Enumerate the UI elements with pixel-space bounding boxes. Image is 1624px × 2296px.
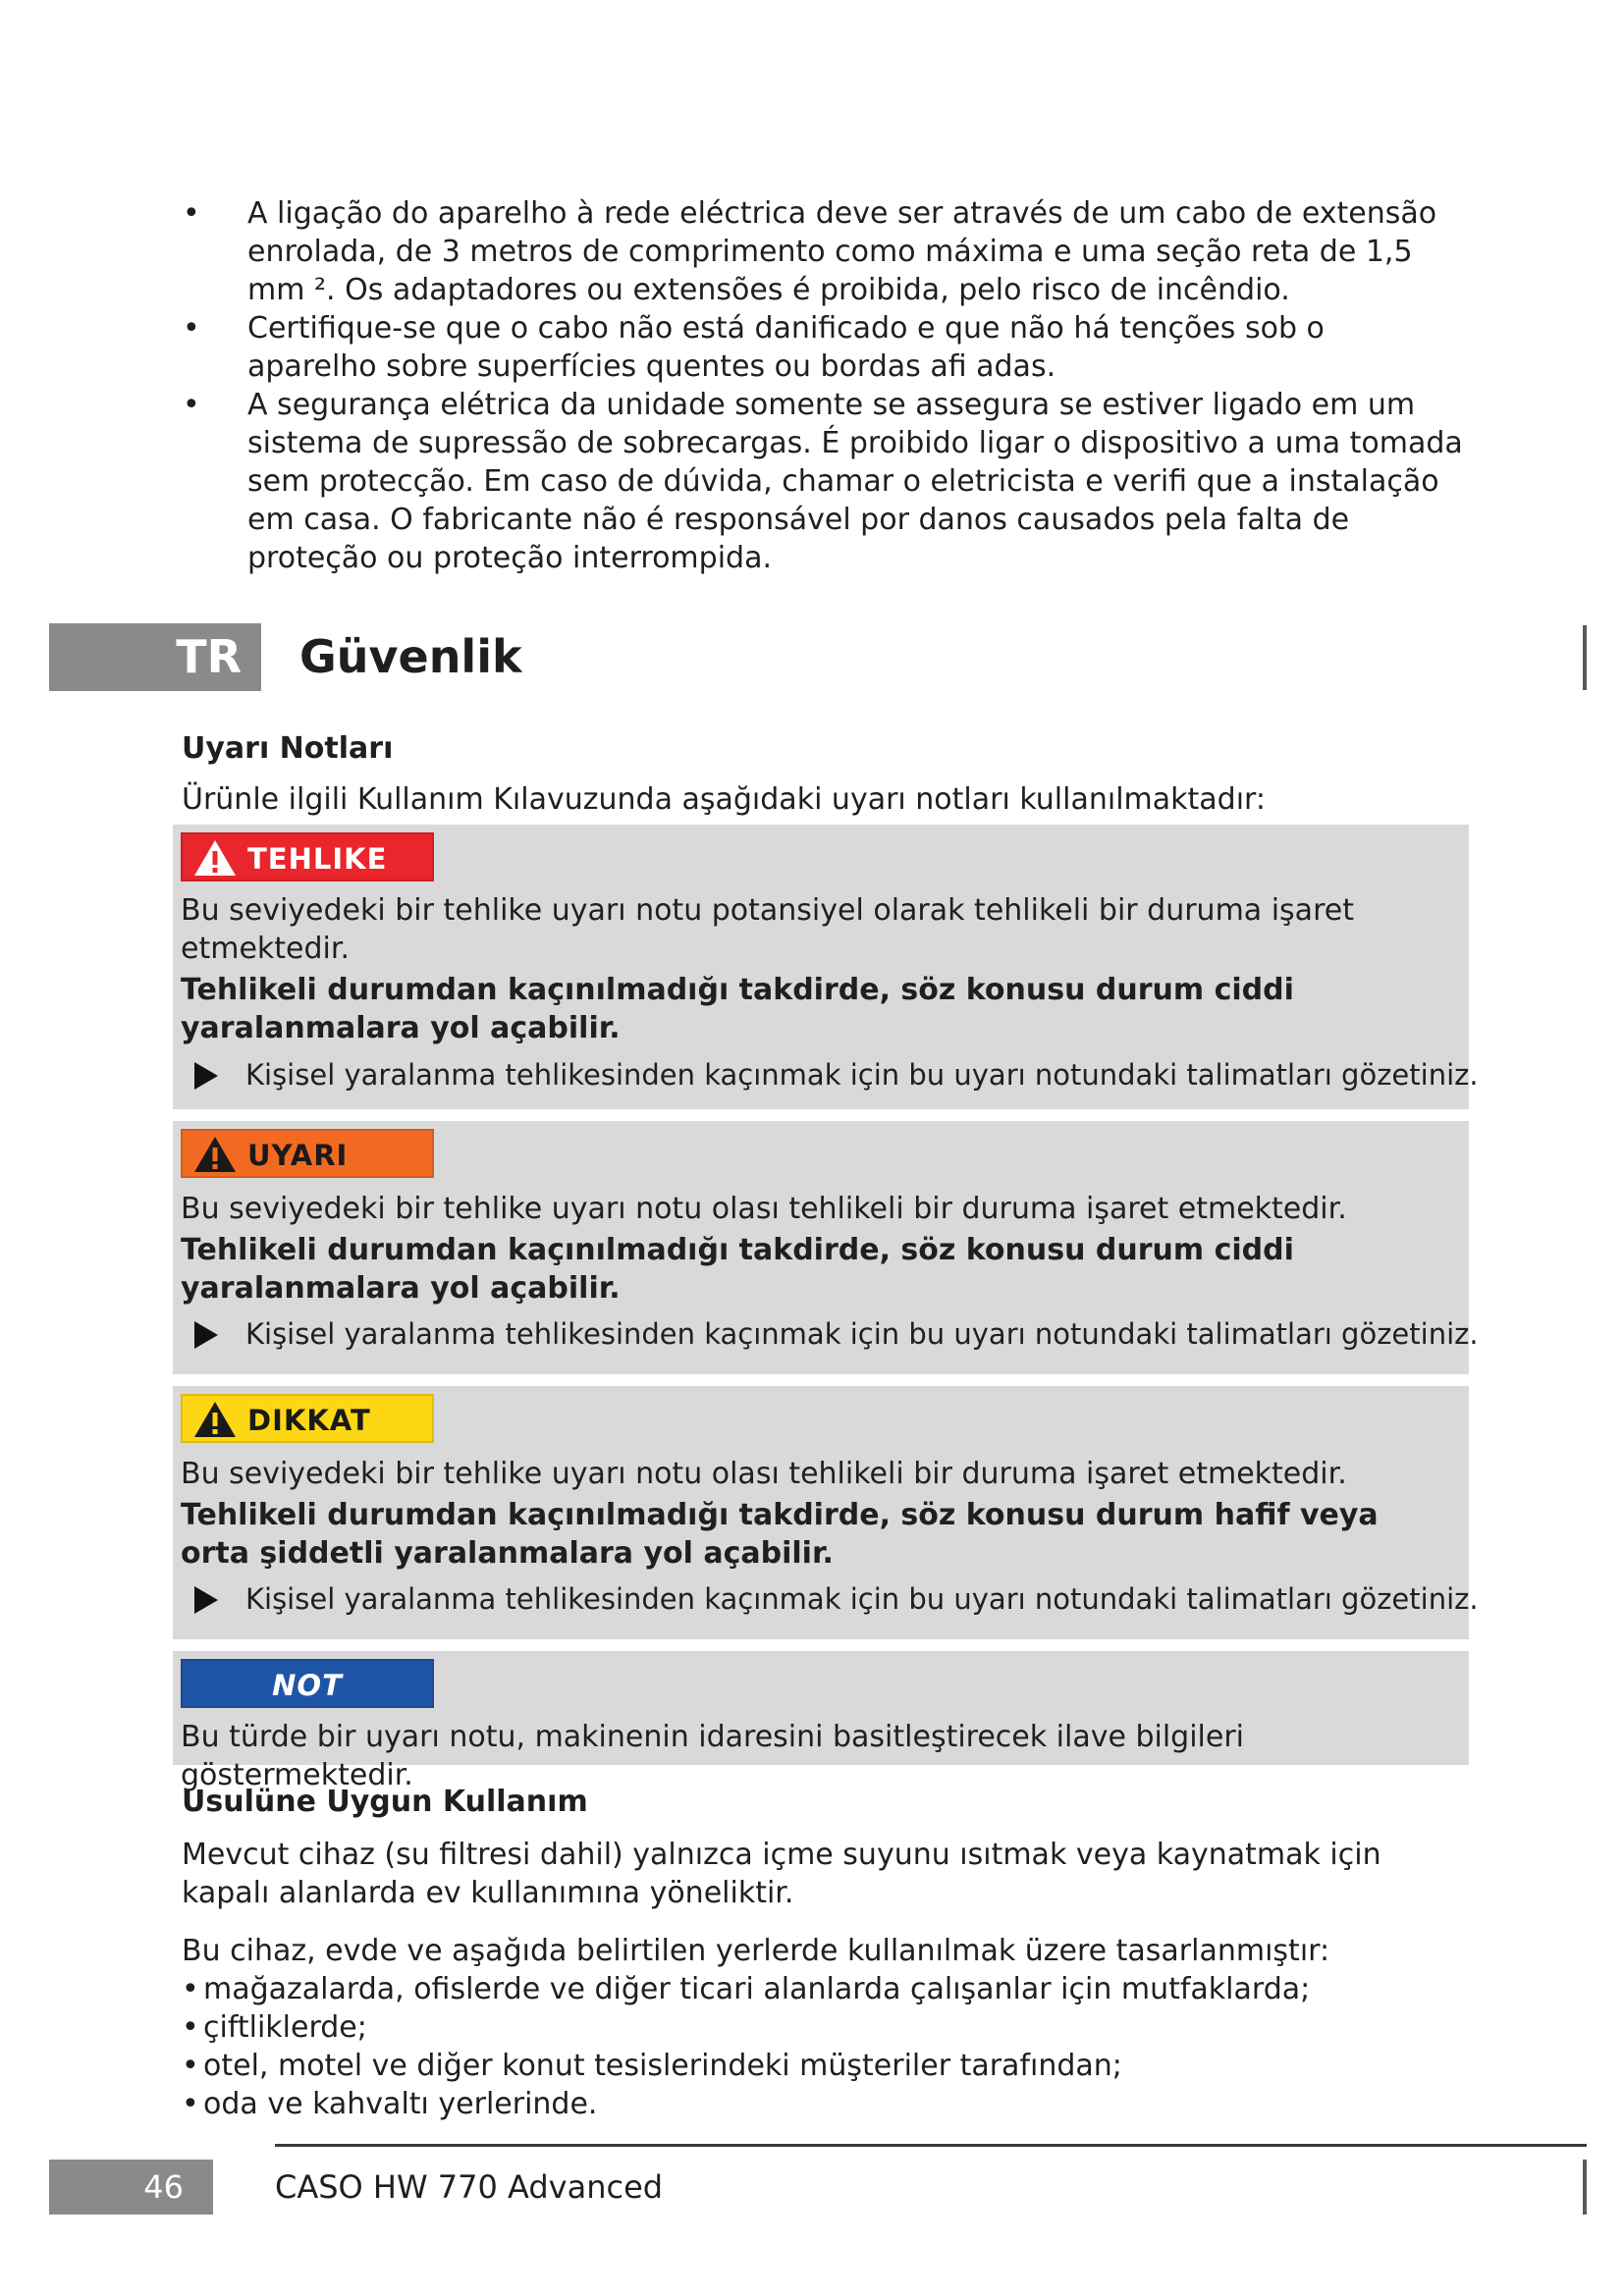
list-item: • oda ve kahvaltı yerlerinde. [182,2087,598,2121]
warning-panel: UYARI Bu seviyedeki bir tehlike uyarı notu olası tehlikeli bir duruma işaret etmektedir. Tehlikeli durumdan kaçınılmadığı takdirde, söz konusu durum ciddi yaralanmalara yol açabilir. Kişisel yaralanma tehlikesinden kaçınmak için bu uyarı notundaki talimatları gözetiniz. [173,1121,1469,1374]
section-code: TR [176,630,242,683]
page-number-bar [49,2160,213,2215]
list-item: • çiftliklerde; [182,2010,367,2045]
pt-bullet: • A segurança elétrica da unidade somente se assegura se estiver ligado em um sistema de supressão de sobrecargas. É proibido ligar o dispositivo a uma tomada sem protecção. Em caso de dúvida, chamar o eletricista e verifi que a instalação em casa. O fabricante não é responsável por danos causados pela falta de proteção ou proteção interrompida. [183,388,1463,575]
danger-panel: TEHLIKE Bu seviyedeki bir tehlike uyarı notu potansiyel olarak tehlikeli bir duruma işaret etmektedir. Tehlikeli durumdan kaçınılmadığı takdirde, söz konusu durum ciddi yaralanmalara yol açabilir. Kişisel yaralanma tehlikesinden kaçınmak için bu uyarı notundaki talimatları gözetiniz. [173,825,1469,1109]
danger-bold-text: Tehlikeli durumdan kaçınılmadığı takdirde, söz konusu durum ciddi yaralanmalara yol açabilir. [181,973,1294,1045]
warning-badge [181,1129,434,1178]
danger-badge [181,832,434,881]
warning-triangle-icon [192,1135,238,1174]
danger-text: Bu seviyedeki bir tehlike uyarı notu potansiyel olarak tehlikeli bir duruma işaret etmektedir. [181,893,1354,966]
warning-triangle-icon [192,1400,238,1439]
footer-vertical-rule [1583,2160,1587,2215]
caution-text: Bu seviyedeki bir tehlike uyarı notu olası tehlikeli bir duruma işaret etmektedir. [181,1457,1347,1491]
footer-rule [275,2144,1587,2147]
pt-bullet: • Certifique-se que o cabo não está danificado e que não há tenções sob o aparelho sobre superfícies quentes ou bordas afi adas. [183,311,1325,384]
arrow-right-icon [194,1062,218,1090]
list-item: • mağazalarda, ofislerde ve diğer ticari alanlarda çalışanlar için mutfaklarda; [182,1972,1311,2006]
intended-use-para1: Mevcut cihaz (su filtresi dahil) yalnızca içme suyunu ısıtmak veya kaynatmak için kapalı alanlarda ev kullanımına yöneliktir. [182,1838,1381,1910]
arrow-right-icon [194,1321,218,1349]
header-vertical-rule [1583,625,1587,690]
warning-notes-intro: Ürünle ilgili Kullanım Kılavuzunda aşağıdaki uyarı notları kullanılmaktadır: [182,782,1266,817]
caution-bold-text: Tehlikeli durumdan kaçınılmadığı takdirde, söz konusu durum hafif veya orta şiddetli yaralanmalara yol açabilir. [181,1498,1379,1571]
note-badge [181,1659,434,1708]
pt-bullet: • A ligação do aparelho à rede eléctrica deve ser através de um cabo de extensão enrolada, de 3 metros de comprimento como máxima e uma seção reta de 1,5 mm ². Os adaptadores ou extensões é proibida, pelo risco de incêndio. [183,196,1437,307]
caution-badge [181,1394,434,1443]
caution-panel: DIKKAT Bu seviyedeki bir tehlike uyarı notu olası tehlikeli bir duruma işaret etmektedir. Tehlikeli durumdan kaçınılmadığı takdirde, söz konusu durum hafif veya orta şiddetli yaralanmalara yol açabilir. Kişisel yaralanma tehlikesinden kaçınmak için bu uyarı notundaki talimatları gözetiniz. [173,1386,1469,1639]
intended-use-para2: Bu cihaz, evde ve aşağıda belirtilen yerlerde kullanılmak üzere tasarlanmıştır: [182,1934,1330,1968]
list-item: • otel, motel ve diğer konut tesislerindeki müşteriler tarafından; [182,2049,1122,2083]
footer-title: CASO HW 770 Advanced [275,2168,664,2206]
note-label: NOT [272,1669,343,1702]
caution-label: DIKKAT [247,1404,371,1437]
note-text: Bu türde bir uyarı notu, makinenin idaresini basitleştirecek ilave bilgileri göstermektedir. [181,1720,1245,1792]
warning-triangle-icon [192,838,238,878]
intended-use-heading: Usulüne Uygun Kullanım [182,1785,588,1819]
warning-bold-text: Tehlikeli durumdan kaçınılmadığı takdirde, söz konusu durum ciddi yaralanmalara yol açabilir. [181,1233,1294,1306]
warning-text: Bu seviyedeki bir tehlike uyarı notu olası tehlikeli bir duruma işaret etmektedir. [181,1192,1347,1226]
section-title: Güvenlik [299,630,522,683]
warning-label: UYARI [247,1139,349,1172]
pt-bullet-list [177,194,1463,577]
danger-label: TEHLIKE [247,842,388,876]
note-panel [173,1651,1469,1792]
section-code-bar [49,623,261,691]
intended-use-list [182,1970,1458,2123]
warning-notes-heading: Uyarı Notları [182,731,394,766]
page-number: 46 [143,2168,184,2206]
arrow-right-icon [194,1586,218,1614]
